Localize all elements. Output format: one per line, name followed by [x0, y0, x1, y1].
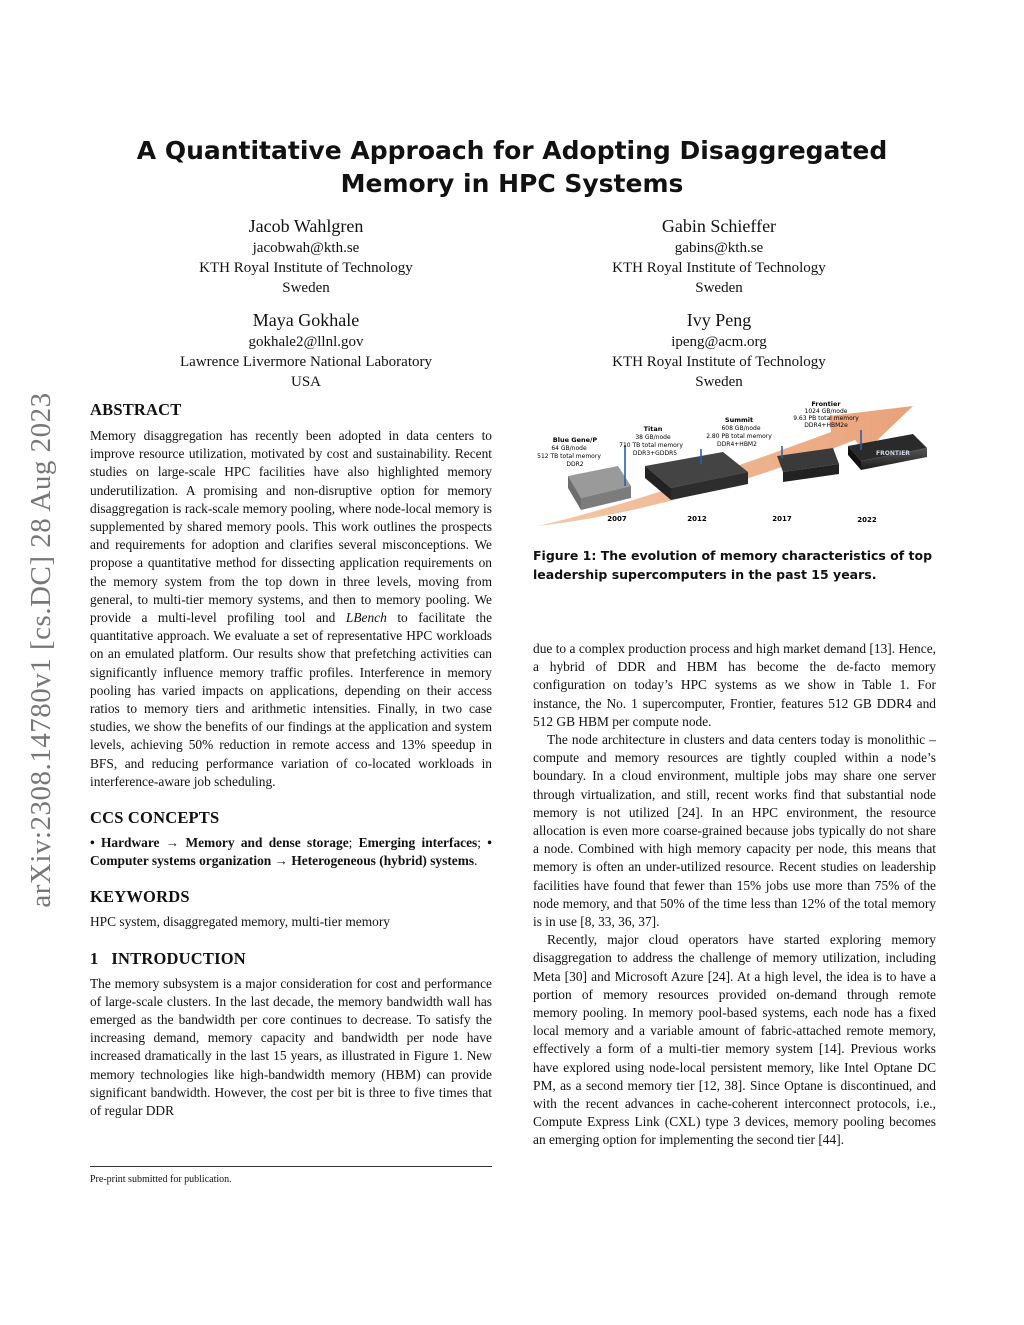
- system-name: Blue Gene/P: [552, 436, 598, 444]
- author-email: jacobwah@kth.se: [252, 240, 360, 256]
- right-column: [533, 640, 936, 1150]
- author-name: Gabin Schieffer: [661, 216, 777, 236]
- system-spec: 38 GB/node: [635, 434, 671, 441]
- author-country: Sweden: [282, 280, 330, 296]
- author-name: Maya Gokhale: [252, 310, 360, 330]
- author-affiliation: Lawrence Livermore National Laboratory: [180, 354, 432, 370]
- ccs-term: • Hardware → Memory and dense storage: [90, 835, 349, 851]
- system-spec: 2.80 PB total memory: [706, 433, 772, 440]
- ccs-separator: .: [474, 853, 478, 869]
- left-column: [90, 400, 492, 1120]
- figure-1: [533, 394, 936, 534]
- intro-paragraph: The memory subsystem is a major consideration for cost and performance of large-scale clusters. In the last decade, the memory bandwidth wall has emerged as the bandwidth per core continues to decrease. To satisfy the increasing demand, memory capacity and bandwidth per node have increased dramatically in the last 15 years, as illustrated in Figure 1. New memory technologies like high-bandwidth memory (HBM) can provide significant bandwidth. However, the cost per bit is three to five times that of regular DDR: [90, 975, 492, 1119]
- author-country: Sweden: [695, 280, 743, 296]
- keywords-heading: KEYWORDS: [90, 887, 190, 907]
- author-block: [126, 214, 486, 298]
- system-spec: 608 GB/node: [721, 425, 761, 432]
- introduction-heading: 1 INTRODUCTION: [90, 948, 246, 968]
- author-block: [126, 308, 486, 392]
- abstract-heading: ABSTRACT: [90, 400, 182, 419]
- system-spec: DDR4+HBM2: [717, 441, 757, 448]
- tool-name: LBench: [345, 610, 387, 626]
- author-affiliation: KTH Royal Institute of Technology: [612, 354, 826, 370]
- ccs-term: Emerging interfaces: [358, 835, 478, 851]
- author-name: Jacob Wahlgren: [248, 216, 364, 236]
- abstract-text-part: to facilitate the quantitative approach. We evaluate a set of representative HPC workloads on an emulated platform. Our results show that prefetching activities can significantly influence memory traffic profiles. Interference in memory pooling has varied impacts on applications, depending on their access ratios to memory tiers and arithmetic intensities. Finally, in two case studies, we show the benefits of our findings at the application and system levels, achieving 50% reduction in remote access and 13% speedup in BFS, and reducing performance variation of co-located workloads in interference-aware job scheduling.: [90, 610, 493, 789]
- author-block: [539, 214, 899, 298]
- ccs-concepts: [90, 834, 492, 870]
- system-spec: 1024 GB/node: [804, 408, 848, 415]
- author-block: [539, 308, 899, 392]
- ccs-separator: ;: [348, 835, 359, 851]
- system-name: Frontier: [811, 400, 841, 408]
- year-label: 2007: [607, 515, 627, 523]
- blue-gene-p-image: [568, 466, 631, 510]
- footnote: Pre-print submitted for publication.: [90, 1174, 232, 1185]
- author-country: USA: [290, 374, 321, 390]
- abstract-text: [90, 427, 492, 791]
- system-name: Titan: [643, 425, 663, 433]
- system-spec: 512 TB total memory: [537, 453, 601, 460]
- ccs-term: • Computer systems organization → Heterogeneous (hybrid) systems: [90, 835, 492, 869]
- author-affiliation: KTH Royal Institute of Technology: [612, 260, 826, 276]
- intro-paragraph: due to a complex production process and high market demand [13]. Hence, a hybrid of DDR and HBM has become the de-facto memory configuration on today’s HPC systems as we show in Table 1. For instance, the No. 1 supercomputer, Frontier, features 512 GB DDR4 and 512 GB HBM per compute node.: [533, 641, 936, 729]
- year-label: 2012: [687, 515, 707, 523]
- figure-1-caption: Figure 1: The evolution of memory characteristics of top leadership supercomputers in the past 15 years.: [533, 548, 933, 582]
- author-affiliation: KTH Royal Institute of Technology: [199, 260, 413, 276]
- author-name: Ivy Peng: [686, 310, 752, 330]
- system-name: Summit: [724, 416, 754, 424]
- intro-paragraph: Recently, major cloud operators have started exploring memory disaggregation to address the challenge of memory utilization, including Meta [30] and Microsoft Azure [24]. At a high level, the idea is to have a portion of memory resources provided on-demand through remote memory pooling. In memory pool-based systems, each node has a fixed local memory and a variable amount of fabric-attached remote memory, effectively a form of a multi-tier memory system [14]. Previous works have explored using node-local persistent memory, like Intel Optane DC PM, as a second memory tier [12, 38]. Since Optane is discontinued, and with the recent advances in cache-coherent interconnect protocols, i.e., Compute Express Link (CXL) type 3 devices, memory pooling becomes an emerging option for implementing the second tier [44].: [533, 932, 936, 1148]
- figure-1-graphic: [533, 394, 936, 534]
- author-email: gabins@kth.se: [674, 240, 764, 256]
- year-label: 2022: [857, 516, 877, 524]
- system-spec: 64 GB/node: [551, 445, 587, 452]
- system-spec: 710 TB total memory: [619, 442, 683, 449]
- arxiv-identifier: arXiv:2308.14780v1 [cs.DC] 28 Aug 2023: [25, 392, 57, 908]
- system-spec: DDR4+HBM2e: [804, 422, 848, 429]
- author-country: Sweden: [695, 374, 743, 390]
- intro-paragraph: The node architecture in clusters and data centers today is monolithic – compute and memory resources are tightly coupled within a node’s boundary. In a cloud environment, multiple jobs may share one server through virtualization, and still, recent works find that substantial node memory is not utilized [24]. In an HPC environment, the resource allocation is even more coarse-grained because jobs typically do not share a node. Combined with high memory capacity per node, this means that memory is often an under-utilized resource. Recent studies on leadership facilities have found that fewer than 15% jobs use more than 75% of the node memory, and that 50% of the time less than 12% of the total memory is in use [8, 33, 36, 37].: [533, 732, 936, 930]
- abstract-text-part: Memory disaggregation has recently been adopted in data centers to improve resource utilization, motivated by cost and sustainability. Recent studies on large-scale HPC facilities have also highlighted memory underutilization. A promising and non-disruptive option for memory disaggregation is rack-scale memory pooling, where node-local memory is supplemented by shared memory pools. This work outlines the prospects and requirements for adoption and clarifies several misconceptions. We propose a quantitative method for dissecting application requirements on the memory system from the top down in three levels, moving from general, to multi-tier memory systems, and then to memory pooling. We provide a multi-level profiling tool and: [90, 428, 492, 626]
- author-email: gokhale2@llnl.gov: [248, 334, 364, 350]
- system-spec: 9.63 PB total memory: [793, 415, 859, 422]
- ccs-heading: CCS CONCEPTS: [90, 808, 220, 828]
- year-label: 2017: [772, 515, 792, 523]
- system-spec: DDR2: [566, 461, 584, 468]
- ccs-separator: ;: [477, 835, 488, 851]
- author-email: ipeng@acm.org: [671, 334, 767, 350]
- paper-title: A Quantitative Approach for Adopting Disaggregated Memory in HPC Systems: [136, 136, 888, 198]
- keywords-text: HPC system, disaggregated memory, multi-tier memory: [90, 914, 390, 930]
- frontier-logo: FRONTIER: [876, 450, 910, 457]
- system-spec: DDR3+GDDR5: [632, 450, 678, 457]
- footnote-rule: [90, 1166, 492, 1167]
